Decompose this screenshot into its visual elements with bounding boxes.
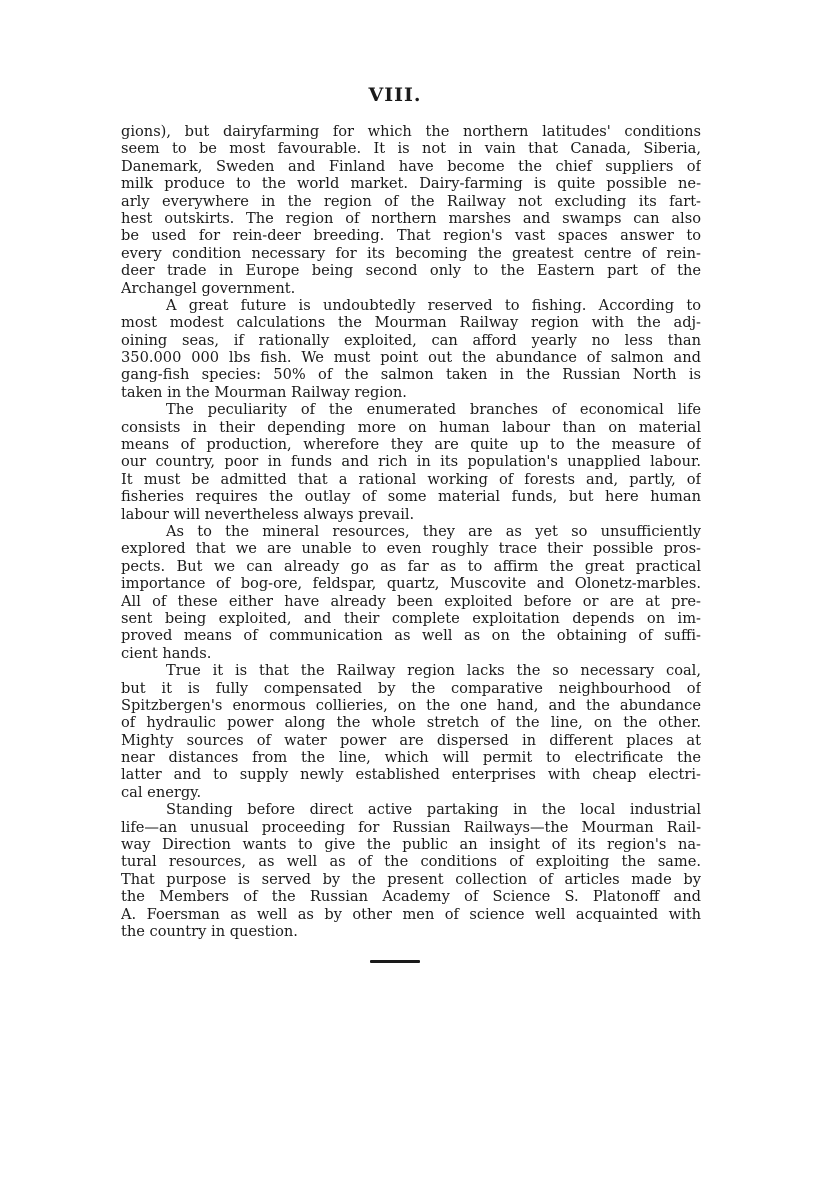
text-line: seem to be most favourable. It is not in vain that Canada, Siberia, [121,140,701,158]
text-line: oining seas, if rationally exploited, can afford yearly no less than [121,331,701,349]
text-line: taken in the Mourman Railway region. [121,383,407,401]
text-line: sent being exploited, and their complete exploitation depends on im- [121,609,701,627]
text-line: every condition necessary for its becoming the greatest centre of rein- [121,244,701,262]
text-line: labour will nevertheless always prevail. [121,505,415,523]
text-line: the country in question. [121,922,298,940]
text-line: arly everywhere in the region of the Railway not excluding its fart- [121,192,701,210]
text-line: but it is fully compensated by the comparative neighbourhood of [121,679,701,697]
text-line: Archangel government. [121,279,296,297]
section-divider [370,960,420,963]
text-line: importance of bog-ore, feldspar, quartz, Muscovite and Olonetz-marbles. [121,575,701,593]
text-line: pects. But we can already go as far as to affirm the great practical [121,557,701,575]
text-line: cient hands. [121,644,212,662]
text-line: of hydraulic power along the whole stretch of the line, on the other. [121,714,701,732]
text-line: way Direction wants to give the public an insight of its region's na- [121,836,701,854]
text-line: proved means of communication as well as on the obtaining of suffi- [121,627,701,645]
text-line: our country, poor in funds and rich in its population's unapplied labour. [121,453,701,471]
text-line: near distances from the line, which will permit to electrificate the [121,749,701,767]
text-line: be used for rein-deer breeding. That region's vast spaces answer to [121,227,701,245]
text-line: 350.000 000 lbs fish. We must point out the abundance of salmon and [121,349,701,367]
text-line: It must be admitted that a rational working of forests and, partly, of [121,470,701,488]
text-line: Mighty sources of water power are dispersed in different places at [121,731,701,749]
text-line: cal energy. [121,783,202,801]
text-line: That purpose is served by the present collection of articles made by [121,870,701,888]
paragraph-first-line: Standing before direct active partaking in the local industrial [166,801,701,819]
text-line: gang-fish species: 50% of the salmon taken in the Russian North is [121,366,701,384]
paragraph-first-line: A great future is undoubtedly reserved to fishing. According to [166,296,701,314]
text-line: life—an unusual proceeding for Russian Railways—the Mourman Rail- [121,818,701,836]
text-line: fisheries requires the outlay of some material funds, but here human [121,488,701,506]
text-line: Danemark, Sweden and Finland have become the chief suppliers of [121,157,701,175]
text-line: milk produce to the world market. Dairy-farming is quite possible ne- [121,175,701,193]
paragraph-first-line: The peculiarity of the enumerated branches of economical life [166,401,701,419]
paragraph-first-line: True it is that the Railway region lacks the so necessary coal, [166,662,701,680]
text-line: hest outskirts. The region of northern marshes and swamps can also [121,209,701,227]
paragraph-first-line: As to the mineral resources, they are as yet so unsufficiently [166,522,701,540]
text-line: All of these either have already been exploited before or are at pre- [121,592,701,610]
text-line: the Members of the Russian Academy of Science S. Platonoff and [121,888,701,906]
text-line: gions), but dairyfarming for which the northern latitudes' conditions [121,123,701,140]
body-text [121,123,701,940]
text-line: means of production, wherefore they are quite up to the measure of [121,436,701,454]
text-line: Spitzbergen's enormous collieries, on the one hand, and the abundance [121,696,701,714]
text-line: A. Foersman as well as by other men of science well acquainted with [121,905,701,923]
text-line: deer trade in Europe being second only to the Eastern part of the [121,262,701,280]
text-line: latter and to supply newly established enterprises with cheap electri- [121,766,701,784]
text-line: most modest calculations the Mourman Railway region with the adj- [121,314,701,332]
text-line: tural resources, as well as of the conditions of exploiting the same. [121,853,701,871]
text-line: explored that we are unable to even roughly trace their possible pros- [121,540,701,558]
page-number: VIII. [368,84,422,106]
text-line: consists in their depending more on human labour than on material [121,418,701,436]
